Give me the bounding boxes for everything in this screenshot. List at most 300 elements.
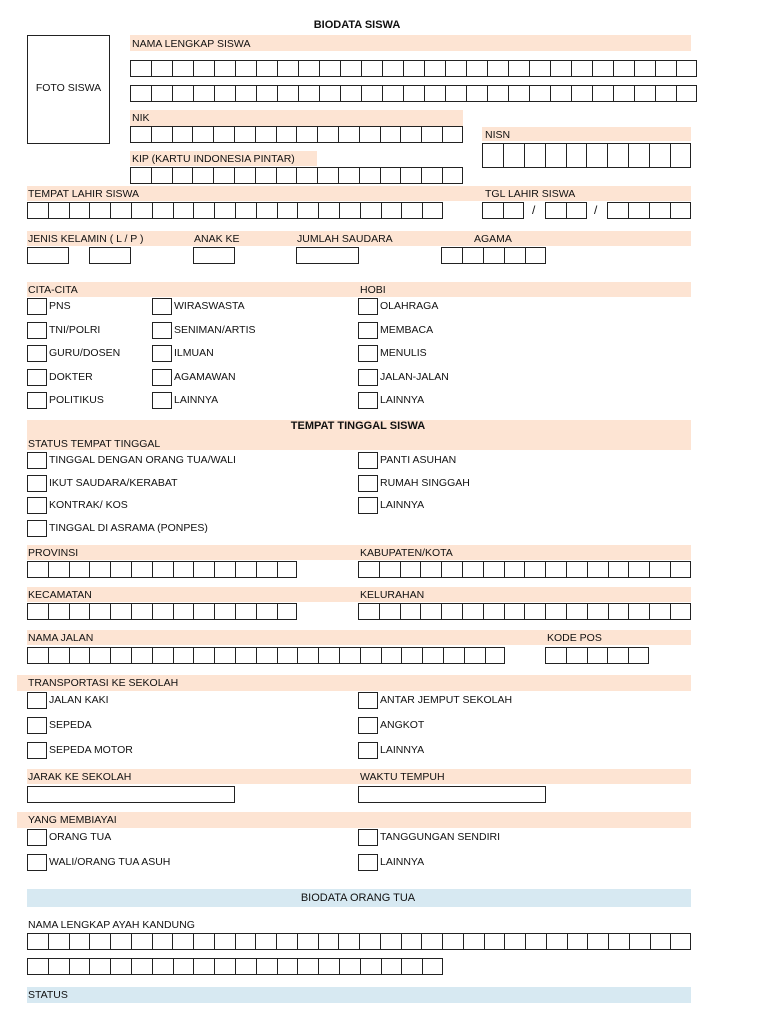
char-cell[interactable] <box>69 202 90 219</box>
char-cell[interactable] <box>482 202 503 219</box>
char-cell[interactable] <box>213 126 234 143</box>
char-cell[interactable] <box>110 603 131 620</box>
char-cell[interactable] <box>462 603 483 620</box>
char-cell[interactable] <box>361 60 382 77</box>
char-cell[interactable] <box>131 933 152 950</box>
char-cell[interactable] <box>173 202 194 219</box>
option-checkbox[interactable] <box>358 322 378 339</box>
char-cell[interactable] <box>571 60 592 77</box>
char-cell[interactable] <box>69 603 90 620</box>
char-cell[interactable] <box>670 933 691 950</box>
char-cell[interactable] <box>360 958 381 975</box>
char-cell[interactable] <box>649 561 670 578</box>
char-cell[interactable] <box>192 167 213 184</box>
char-cell[interactable] <box>566 202 587 219</box>
char-cell[interactable] <box>214 603 235 620</box>
char-cell[interactable] <box>69 958 90 975</box>
char-cell[interactable] <box>152 647 173 664</box>
char-cell[interactable] <box>255 933 276 950</box>
char-cell[interactable] <box>256 202 277 219</box>
char-cell[interactable] <box>131 647 152 664</box>
char-cell[interactable] <box>649 202 670 219</box>
char-cell[interactable] <box>482 143 503 168</box>
char-cell[interactable] <box>670 603 691 620</box>
char-cell[interactable] <box>655 60 676 77</box>
char-cell[interactable] <box>567 933 588 950</box>
char-cell[interactable] <box>358 603 379 620</box>
char-cell[interactable] <box>504 603 525 620</box>
char-cell[interactable] <box>422 647 443 664</box>
char-cell[interactable] <box>131 561 152 578</box>
char-cell[interactable] <box>319 85 340 102</box>
char-cell[interactable] <box>152 202 173 219</box>
char-cell[interactable] <box>545 202 566 219</box>
char-cell[interactable] <box>422 958 443 975</box>
char-cell[interactable] <box>634 60 655 77</box>
char-cell[interactable] <box>525 247 546 264</box>
char-cell[interactable] <box>110 202 131 219</box>
char-cell[interactable] <box>152 603 173 620</box>
char-cell[interactable] <box>634 85 655 102</box>
char-cell[interactable] <box>214 933 235 950</box>
char-cell[interactable] <box>483 247 504 264</box>
char-cell[interactable] <box>318 647 339 664</box>
char-cell[interactable] <box>504 247 525 264</box>
char-cell[interactable] <box>172 933 193 950</box>
char-cell[interactable] <box>608 933 629 950</box>
char-cell[interactable] <box>571 85 592 102</box>
char-cell[interactable] <box>424 85 445 102</box>
char-cell[interactable] <box>173 561 194 578</box>
char-cell[interactable] <box>131 958 152 975</box>
char-cell[interactable] <box>443 647 464 664</box>
char-cell[interactable] <box>650 933 671 950</box>
char-cell[interactable] <box>339 202 360 219</box>
char-cell[interactable] <box>235 933 256 950</box>
char-cell[interactable] <box>193 603 214 620</box>
option-checkbox[interactable] <box>152 345 172 362</box>
char-cell[interactable] <box>235 603 256 620</box>
char-cell[interactable] <box>172 167 193 184</box>
char-cell[interactable] <box>256 85 277 102</box>
char-cell[interactable] <box>48 603 69 620</box>
char-cell[interactable] <box>110 958 131 975</box>
option-checkbox[interactable] <box>27 452 47 469</box>
char-cell[interactable] <box>380 933 401 950</box>
char-cell[interactable] <box>550 85 571 102</box>
char-cell[interactable] <box>235 561 256 578</box>
char-cell[interactable] <box>613 85 634 102</box>
char-cell[interactable] <box>256 60 277 77</box>
char-cell[interactable] <box>466 60 487 77</box>
char-cell[interactable] <box>628 143 649 168</box>
option-checkbox[interactable] <box>358 829 378 846</box>
char-cell[interactable] <box>193 647 214 664</box>
char-cell[interactable] <box>89 202 110 219</box>
char-cell[interactable] <box>445 85 466 102</box>
char-cell[interactable] <box>235 202 256 219</box>
char-cell[interactable] <box>487 60 508 77</box>
char-cell[interactable] <box>297 202 318 219</box>
char-cell[interactable] <box>173 647 194 664</box>
char-cell[interactable] <box>193 933 214 950</box>
char-cell[interactable] <box>400 603 421 620</box>
char-cell[interactable] <box>256 561 277 578</box>
char-cell[interactable] <box>318 958 339 975</box>
char-cell[interactable] <box>361 85 382 102</box>
char-cell[interactable] <box>255 167 276 184</box>
char-cell[interactable] <box>382 60 403 77</box>
char-cell[interactable] <box>235 60 256 77</box>
child-order-box[interactable] <box>193 247 235 264</box>
char-cell[interactable] <box>566 603 587 620</box>
char-cell[interactable] <box>338 933 359 950</box>
char-cell[interactable] <box>256 958 277 975</box>
char-cell[interactable] <box>422 202 443 219</box>
char-cell[interactable] <box>464 647 485 664</box>
option-checkbox[interactable] <box>358 717 378 734</box>
char-cell[interactable] <box>504 561 525 578</box>
char-cell[interactable] <box>131 603 152 620</box>
char-cell[interactable] <box>441 603 462 620</box>
char-cell[interactable] <box>403 85 424 102</box>
char-cell[interactable] <box>192 126 213 143</box>
char-cell[interactable] <box>276 126 297 143</box>
char-cell[interactable] <box>587 603 608 620</box>
char-cell[interactable] <box>508 85 529 102</box>
char-cell[interactable] <box>339 958 360 975</box>
char-cell[interactable] <box>193 60 214 77</box>
char-cell[interactable] <box>545 143 566 168</box>
char-cell[interactable] <box>110 933 131 950</box>
char-cell[interactable] <box>379 603 400 620</box>
char-cell[interactable] <box>89 561 110 578</box>
char-cell[interactable] <box>400 126 421 143</box>
char-cell[interactable] <box>276 167 297 184</box>
char-cell[interactable] <box>380 126 401 143</box>
char-cell[interactable] <box>173 603 194 620</box>
char-cell[interactable] <box>546 933 567 950</box>
option-checkbox[interactable] <box>27 392 47 409</box>
char-cell[interactable] <box>235 958 256 975</box>
option-checkbox[interactable] <box>27 475 47 492</box>
char-cell[interactable] <box>670 202 691 219</box>
char-cell[interactable] <box>110 561 131 578</box>
char-cell[interactable] <box>442 126 463 143</box>
char-cell[interactable] <box>255 126 276 143</box>
char-cell[interactable] <box>381 647 402 664</box>
char-cell[interactable] <box>193 958 214 975</box>
char-cell[interactable] <box>193 561 214 578</box>
char-cell[interactable] <box>524 561 545 578</box>
option-checkbox[interactable] <box>358 369 378 386</box>
char-cell[interactable] <box>193 202 214 219</box>
char-cell[interactable] <box>529 85 550 102</box>
char-cell[interactable] <box>69 933 90 950</box>
char-cell[interactable] <box>628 561 649 578</box>
char-cell[interactable] <box>318 202 339 219</box>
gender-box-p[interactable] <box>89 247 131 264</box>
char-cell[interactable] <box>27 561 48 578</box>
option-checkbox[interactable] <box>152 298 172 315</box>
char-cell[interactable] <box>487 85 508 102</box>
char-cell[interactable] <box>151 126 172 143</box>
char-cell[interactable] <box>628 603 649 620</box>
char-cell[interactable] <box>151 85 172 102</box>
char-cell[interactable] <box>401 202 422 219</box>
char-cell[interactable] <box>296 167 317 184</box>
char-cell[interactable] <box>338 126 359 143</box>
char-cell[interactable] <box>566 561 587 578</box>
option-checkbox[interactable] <box>358 298 378 315</box>
char-cell[interactable] <box>48 933 69 950</box>
option-checkbox[interactable] <box>358 345 378 362</box>
char-cell[interactable] <box>193 85 214 102</box>
char-cell[interactable] <box>110 647 131 664</box>
char-cell[interactable] <box>545 603 566 620</box>
option-checkbox[interactable] <box>27 854 47 871</box>
char-cell[interactable] <box>340 85 361 102</box>
char-cell[interactable] <box>441 247 462 264</box>
char-cell[interactable] <box>317 126 338 143</box>
char-cell[interactable] <box>403 60 424 77</box>
option-checkbox[interactable] <box>27 322 47 339</box>
char-cell[interactable] <box>676 60 697 77</box>
char-cell[interactable] <box>27 958 48 975</box>
char-cell[interactable] <box>381 958 402 975</box>
char-cell[interactable] <box>401 958 422 975</box>
char-cell[interactable] <box>485 647 506 664</box>
option-checkbox[interactable] <box>152 392 172 409</box>
char-cell[interactable] <box>420 603 441 620</box>
char-cell[interactable] <box>152 561 173 578</box>
char-cell[interactable] <box>69 561 90 578</box>
char-cell[interactable] <box>483 603 504 620</box>
option-checkbox[interactable] <box>358 692 378 709</box>
char-cell[interactable] <box>613 60 634 77</box>
option-checkbox[interactable] <box>358 452 378 469</box>
char-cell[interactable] <box>592 60 613 77</box>
char-cell[interactable] <box>545 561 566 578</box>
char-cell[interactable] <box>424 60 445 77</box>
char-cell[interactable] <box>151 60 172 77</box>
char-cell[interactable] <box>381 202 402 219</box>
char-cell[interactable] <box>277 561 298 578</box>
char-cell[interactable] <box>48 647 69 664</box>
char-cell[interactable] <box>27 603 48 620</box>
char-cell[interactable] <box>214 202 235 219</box>
char-cell[interactable] <box>338 167 359 184</box>
char-cell[interactable] <box>214 958 235 975</box>
char-cell[interactable] <box>152 958 173 975</box>
option-checkbox[interactable] <box>27 692 47 709</box>
char-cell[interactable] <box>628 202 649 219</box>
char-cell[interactable] <box>214 85 235 102</box>
char-cell[interactable] <box>277 202 298 219</box>
char-cell[interactable] <box>297 647 318 664</box>
char-cell[interactable] <box>421 126 442 143</box>
option-checkbox[interactable] <box>358 497 378 514</box>
char-cell[interactable] <box>358 561 379 578</box>
char-cell[interactable] <box>69 647 90 664</box>
char-cell[interactable] <box>359 167 380 184</box>
char-cell[interactable] <box>400 561 421 578</box>
char-cell[interactable] <box>676 85 697 102</box>
char-cell[interactable] <box>566 647 587 664</box>
char-cell[interactable] <box>587 933 608 950</box>
char-cell[interactable] <box>27 202 48 219</box>
char-cell[interactable] <box>172 126 193 143</box>
char-cell[interactable] <box>130 167 151 184</box>
option-checkbox[interactable] <box>358 392 378 409</box>
char-cell[interactable] <box>339 647 360 664</box>
char-cell[interactable] <box>89 603 110 620</box>
char-cell[interactable] <box>296 126 317 143</box>
char-cell[interactable] <box>277 647 298 664</box>
char-cell[interactable] <box>587 647 608 664</box>
char-cell[interactable] <box>214 647 235 664</box>
char-cell[interactable] <box>550 60 571 77</box>
char-cell[interactable] <box>359 933 380 950</box>
char-cell[interactable] <box>401 647 422 664</box>
char-cell[interactable] <box>151 167 172 184</box>
char-cell[interactable] <box>234 126 255 143</box>
option-checkbox[interactable] <box>27 345 47 362</box>
char-cell[interactable] <box>503 143 524 168</box>
char-cell[interactable] <box>442 933 463 950</box>
char-cell[interactable] <box>382 85 403 102</box>
char-cell[interactable] <box>235 647 256 664</box>
distance-input[interactable] <box>27 786 235 803</box>
char-cell[interactable] <box>670 561 691 578</box>
char-cell[interactable] <box>256 603 277 620</box>
option-checkbox[interactable] <box>27 298 47 315</box>
char-cell[interactable] <box>421 933 442 950</box>
option-checkbox[interactable] <box>152 369 172 386</box>
char-cell[interactable] <box>525 933 546 950</box>
char-cell[interactable] <box>48 958 69 975</box>
char-cell[interactable] <box>649 603 670 620</box>
char-cell[interactable] <box>484 933 505 950</box>
char-cell[interactable] <box>298 60 319 77</box>
char-cell[interactable] <box>420 561 441 578</box>
char-cell[interactable] <box>256 647 277 664</box>
char-cell[interactable] <box>172 60 193 77</box>
char-cell[interactable] <box>234 167 255 184</box>
char-cell[interactable] <box>48 561 69 578</box>
char-cell[interactable] <box>89 933 110 950</box>
char-cell[interactable] <box>277 603 298 620</box>
char-cell[interactable] <box>466 85 487 102</box>
char-cell[interactable] <box>318 933 339 950</box>
char-cell[interactable] <box>483 561 504 578</box>
char-cell[interactable] <box>608 561 629 578</box>
option-checkbox[interactable] <box>27 829 47 846</box>
option-checkbox[interactable] <box>358 742 378 759</box>
gender-box-l[interactable] <box>27 247 69 264</box>
char-cell[interactable] <box>442 167 463 184</box>
char-cell[interactable] <box>545 647 566 664</box>
char-cell[interactable] <box>607 202 628 219</box>
char-cell[interactable] <box>131 202 152 219</box>
char-cell[interactable] <box>277 60 298 77</box>
char-cell[interactable] <box>524 143 545 168</box>
char-cell[interactable] <box>503 202 524 219</box>
char-cell[interactable] <box>359 126 380 143</box>
char-cell[interactable] <box>421 167 442 184</box>
char-cell[interactable] <box>655 85 676 102</box>
char-cell[interactable] <box>235 85 256 102</box>
char-cell[interactable] <box>441 561 462 578</box>
char-cell[interactable] <box>277 85 298 102</box>
char-cell[interactable] <box>152 933 173 950</box>
char-cell[interactable] <box>445 60 466 77</box>
char-cell[interactable] <box>400 167 421 184</box>
char-cell[interactable] <box>297 933 318 950</box>
char-cell[interactable] <box>319 60 340 77</box>
char-cell[interactable] <box>360 647 381 664</box>
char-cell[interactable] <box>277 958 298 975</box>
option-checkbox[interactable] <box>27 717 47 734</box>
char-cell[interactable] <box>592 85 613 102</box>
siblings-box[interactable] <box>296 247 359 264</box>
char-cell[interactable] <box>340 60 361 77</box>
char-cell[interactable] <box>130 60 151 77</box>
char-cell[interactable] <box>297 958 318 975</box>
char-cell[interactable] <box>27 933 48 950</box>
char-cell[interactable] <box>608 603 629 620</box>
char-cell[interactable] <box>508 60 529 77</box>
char-cell[interactable] <box>130 126 151 143</box>
char-cell[interactable] <box>276 933 297 950</box>
char-cell[interactable] <box>89 958 110 975</box>
photo-box[interactable] <box>27 35 110 144</box>
char-cell[interactable] <box>607 143 628 168</box>
char-cell[interactable] <box>214 60 235 77</box>
time-input[interactable] <box>358 786 546 803</box>
char-cell[interactable] <box>173 958 194 975</box>
char-cell[interactable] <box>463 933 484 950</box>
char-cell[interactable] <box>587 561 608 578</box>
char-cell[interactable] <box>48 202 69 219</box>
option-checkbox[interactable] <box>27 369 47 386</box>
char-cell[interactable] <box>649 143 670 168</box>
option-checkbox[interactable] <box>27 497 47 514</box>
option-checkbox[interactable] <box>358 475 378 492</box>
option-checkbox[interactable] <box>152 322 172 339</box>
char-cell[interactable] <box>379 561 400 578</box>
char-cell[interactable] <box>298 85 319 102</box>
option-checkbox[interactable] <box>27 742 47 759</box>
option-checkbox[interactable] <box>358 854 378 871</box>
char-cell[interactable] <box>317 167 338 184</box>
char-cell[interactable] <box>462 561 483 578</box>
char-cell[interactable] <box>401 933 422 950</box>
char-cell[interactable] <box>529 60 550 77</box>
char-cell[interactable] <box>172 85 193 102</box>
char-cell[interactable] <box>629 933 650 950</box>
char-cell[interactable] <box>380 167 401 184</box>
option-checkbox[interactable] <box>27 520 47 537</box>
char-cell[interactable] <box>607 647 628 664</box>
char-cell[interactable] <box>524 603 545 620</box>
char-cell[interactable] <box>213 167 234 184</box>
char-cell[interactable] <box>360 202 381 219</box>
char-cell[interactable] <box>89 647 110 664</box>
char-cell[interactable] <box>214 561 235 578</box>
char-cell[interactable] <box>670 143 691 168</box>
char-cell[interactable] <box>462 247 483 264</box>
